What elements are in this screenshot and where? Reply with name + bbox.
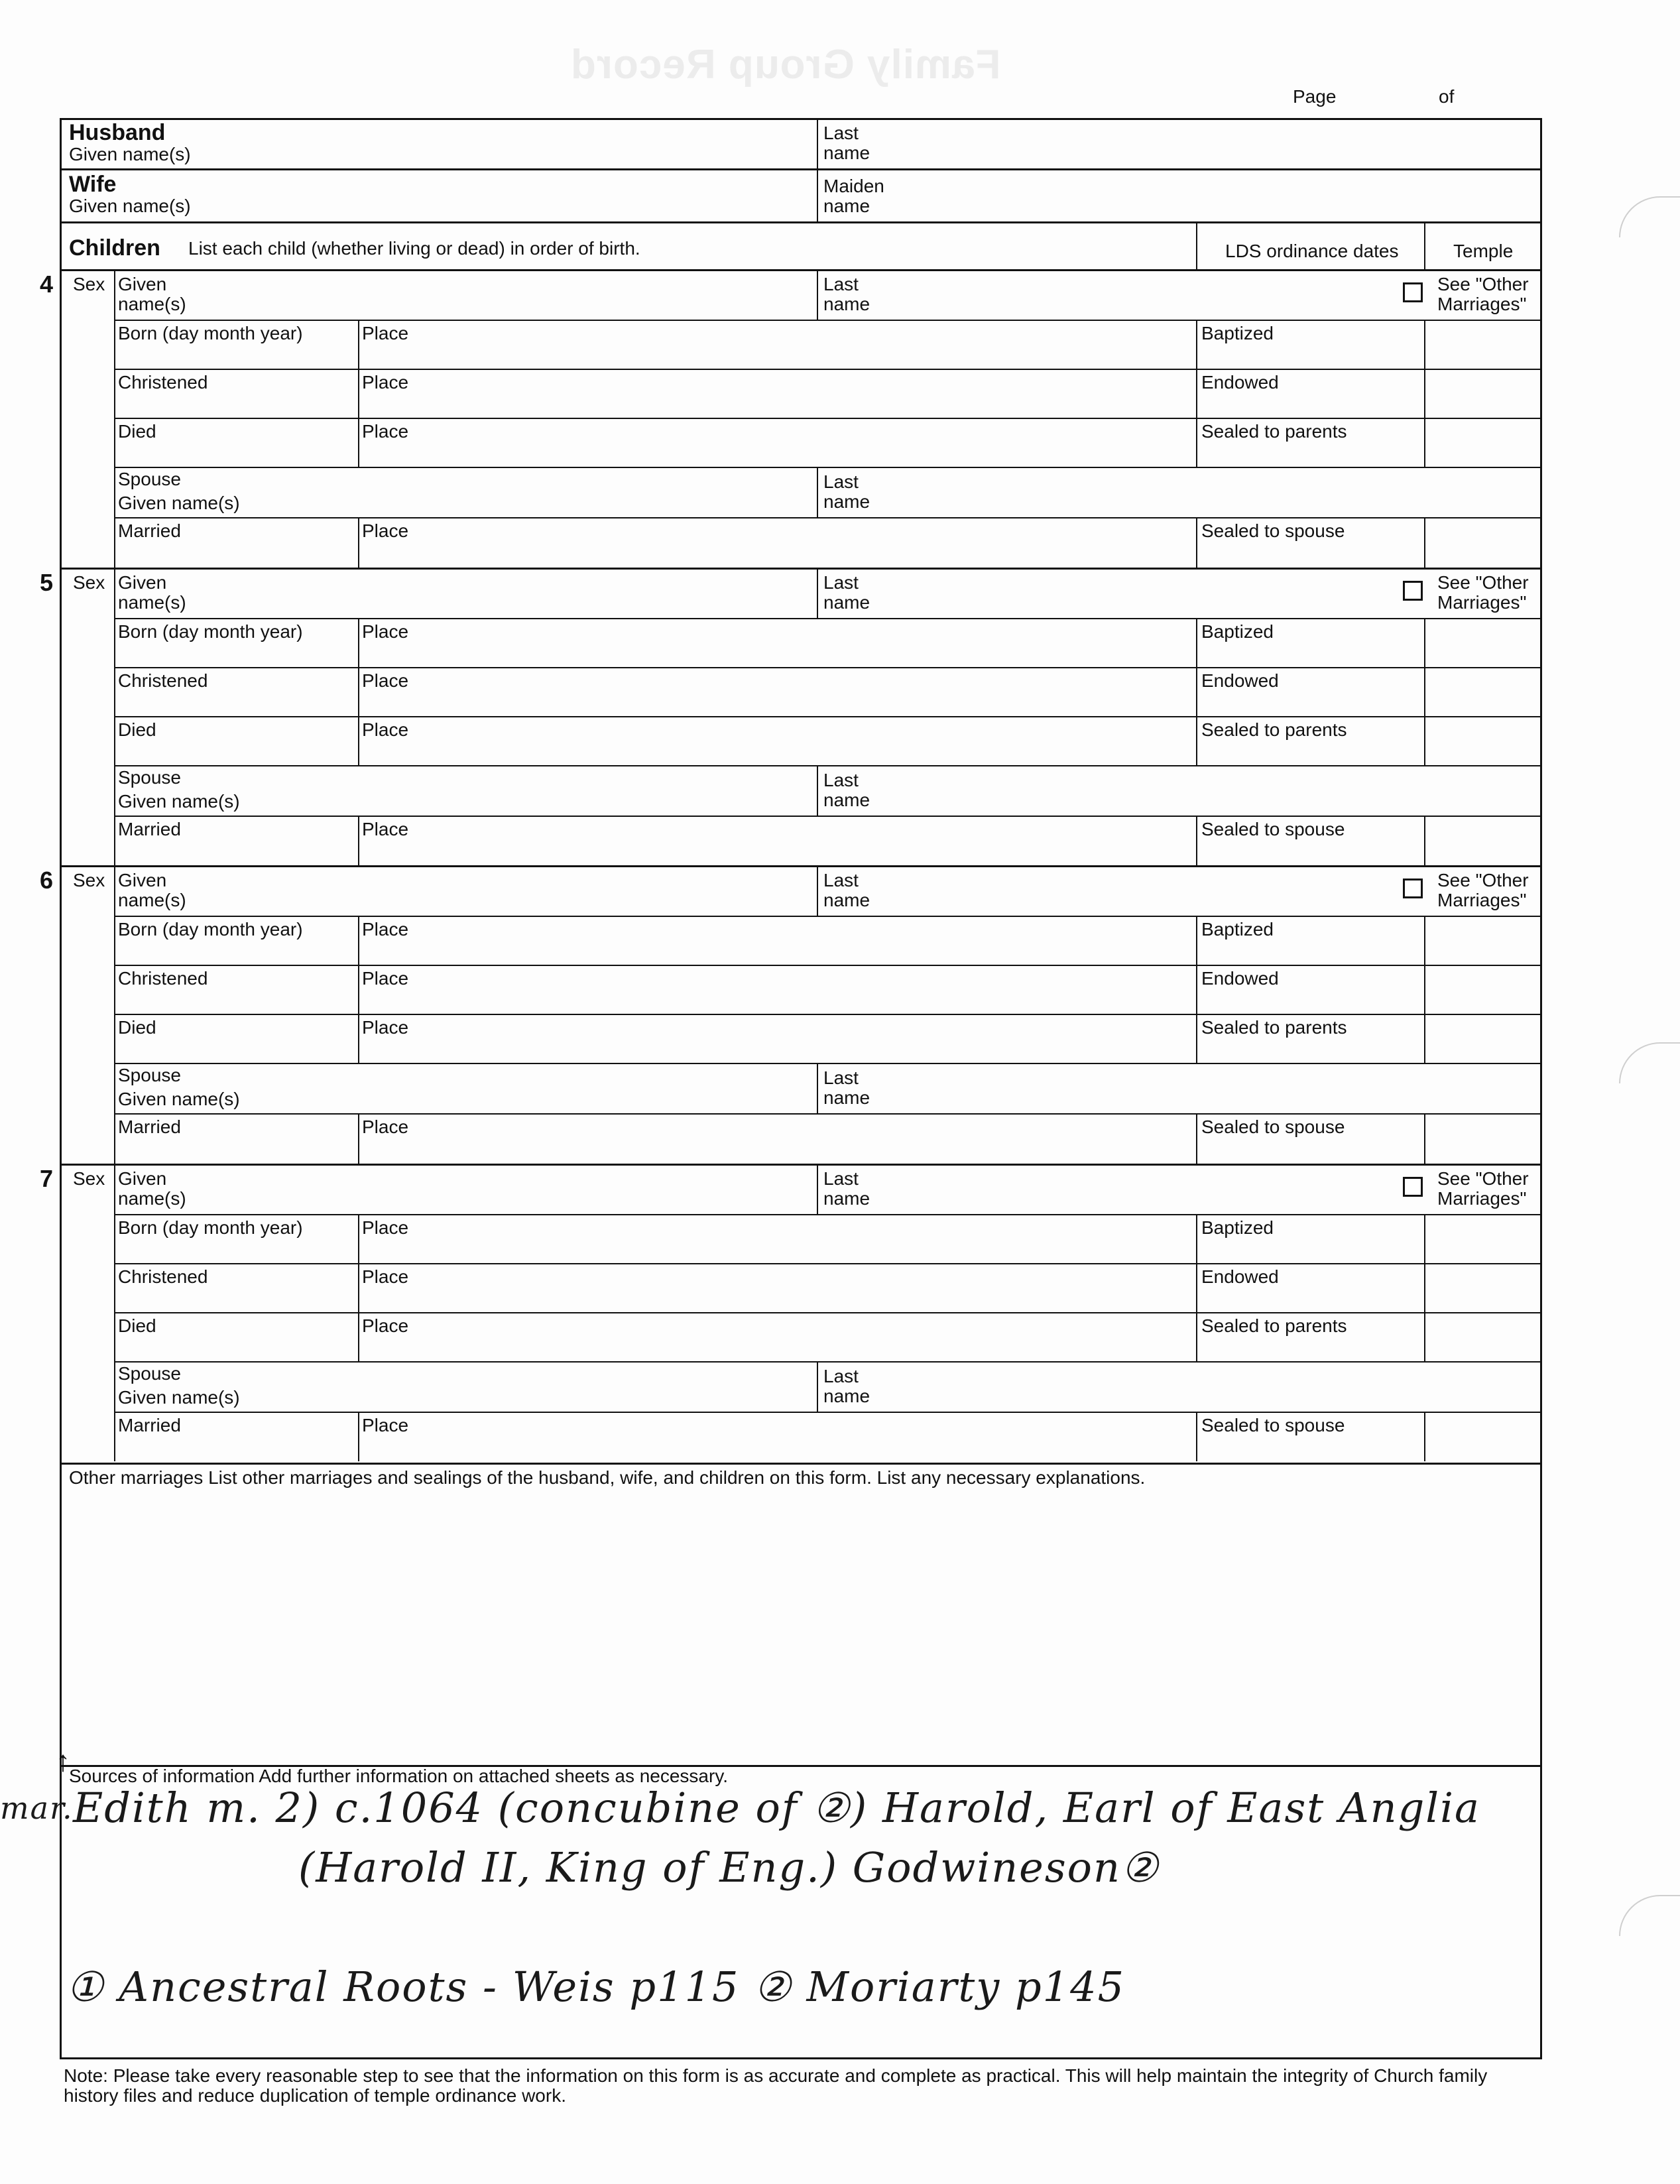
lds-ordinance-label: LDS ordinance dates <box>1225 241 1399 261</box>
punch-hole-mark <box>1619 1895 1680 1936</box>
column-divider <box>1196 1113 1197 1164</box>
given-name-label: Given name(s) <box>118 274 186 314</box>
baptized-label: Baptized <box>1201 1217 1274 1238</box>
married-label: Married <box>118 818 181 839</box>
other-marriages-section <box>69 1468 1145 1488</box>
column-divider <box>358 618 359 765</box>
column-divider <box>1196 1412 1197 1462</box>
row-divider <box>114 916 1542 917</box>
born-label: Born (day month year) <box>118 919 303 940</box>
child-number: 5 <box>40 568 54 596</box>
husband-last-field[interactable] <box>822 123 1538 167</box>
other-marriages-checkbox[interactable] <box>1403 581 1423 601</box>
column-divider <box>358 517 359 568</box>
child-number: 4 <box>40 271 54 298</box>
column-divider <box>1424 816 1425 866</box>
christened-place-label: Place <box>362 372 409 393</box>
sources-instruction: Add further information on attached sheets as necessary. <box>259 1766 729 1786</box>
sex-label: Sex <box>73 572 105 593</box>
died-label: Died <box>118 1315 156 1336</box>
column-divider <box>1424 1113 1425 1164</box>
endowed-label: Endowed <box>1201 1266 1279 1287</box>
column-divider <box>358 1113 359 1164</box>
see-other-marriages-label: See "Other Marriages" <box>1437 870 1529 910</box>
row-divider <box>114 1361 1542 1363</box>
column-divider <box>1196 916 1197 1063</box>
sealed-spouse-label: Sealed to spouse <box>1201 1117 1345 1137</box>
wife-title: Wife <box>69 172 117 197</box>
page-label: Page <box>1293 86 1337 107</box>
sex-label: Sex <box>73 274 105 294</box>
row-divider <box>114 1063 1542 1064</box>
spouse-last-label: Last name <box>823 1365 870 1406</box>
sealed-parents-label: Sealed to parents <box>1201 719 1347 740</box>
other-marriages-checkbox[interactable] <box>1403 282 1423 302</box>
sex-column-divider <box>114 867 115 1164</box>
given-name-label: Given name(s) <box>118 870 186 910</box>
punch-hole-mark <box>1619 196 1680 237</box>
column-divider <box>817 867 818 916</box>
column-divider <box>817 765 818 816</box>
arrow-mark: ↑ <box>56 1745 70 1778</box>
christened-label: Christened <box>118 968 208 989</box>
spouse-label: Spouse <box>118 1363 181 1384</box>
spouse-label: Spouse <box>118 1065 181 1085</box>
born-label: Born (day month year) <box>118 621 303 642</box>
row-divider <box>114 716 1542 717</box>
spouse-label: Spouse <box>118 766 181 788</box>
row-divider <box>114 667 1542 668</box>
see-other-marriages-label: See "Other Marriages" <box>1437 1168 1529 1209</box>
given-name-label: Given name(s) <box>118 1168 186 1209</box>
row-divider <box>114 1312 1542 1313</box>
child-number: 7 <box>40 1164 54 1192</box>
baptized-label: Baptized <box>1201 919 1274 940</box>
see-other-marriages-label: See "Other Marriages" <box>1437 274 1529 314</box>
other-marriages-field[interactable] <box>64 1492 1538 1757</box>
column-divider <box>1196 517 1197 568</box>
given-name-label: Given name(s) <box>118 572 186 613</box>
other-marriages-checkbox[interactable] <box>1403 1177 1423 1197</box>
last-name-label: Last name <box>823 274 870 314</box>
spouse-last-label: Last name <box>823 471 870 512</box>
spouse-given-label: Given name(s) <box>118 1386 240 1408</box>
baptized-label: Baptized <box>1201 323 1274 343</box>
died-label: Died <box>118 719 156 740</box>
column-divider <box>358 1214 359 1361</box>
sealed-spouse-label: Sealed to spouse <box>1201 1414 1345 1435</box>
sex-column-divider <box>114 1165 115 1462</box>
column-divider <box>1424 618 1425 765</box>
christened-place-label: Place <box>362 670 409 691</box>
see-other-marriages-label: See "Other Marriages" <box>1437 572 1529 613</box>
sources-title: Sources of information <box>69 1766 255 1786</box>
note-title: Note: <box>64 2065 108 2086</box>
spouse-label: Spouse <box>118 469 181 489</box>
endowed-label: Endowed <box>1201 372 1279 393</box>
born-place-label: Place <box>362 1217 409 1238</box>
row-divider <box>114 1263 1542 1264</box>
note-section <box>64 2066 1535 2106</box>
child-record <box>0 569 1680 867</box>
sealed-spouse-label: Sealed to spouse <box>1201 520 1345 541</box>
husband-title: Husband <box>69 120 166 145</box>
column-divider <box>1424 1412 1425 1462</box>
other-marriages-divider <box>60 1463 1542 1465</box>
husband-given-label: Given name(s) <box>69 144 191 164</box>
husband-last-label: Last name <box>823 123 870 163</box>
row-divider <box>114 765 1542 766</box>
column-divider <box>1424 517 1425 568</box>
sealed-parents-label: Sealed to parents <box>1201 1315 1347 1336</box>
column-divider <box>358 320 359 467</box>
born-place-label: Place <box>362 919 409 940</box>
row-divider <box>114 418 1542 419</box>
row-divider <box>114 369 1542 370</box>
handwritten-line-3: ① Ancestral Roots - Weis p115 ② Moriarty p145 <box>66 1963 1126 2011</box>
row-divider <box>114 320 1542 321</box>
column-divider <box>817 467 818 517</box>
spouse-last-label: Last name <box>823 769 870 810</box>
died-place-label: Place <box>362 719 409 740</box>
born-place-label: Place <box>362 323 409 343</box>
wife-maiden-label: Maiden name <box>823 176 884 216</box>
died-label: Died <box>118 1017 156 1038</box>
sealed-spouse-label: Sealed to spouse <box>1201 818 1345 839</box>
married-place-label: Place <box>362 520 409 541</box>
column-divider <box>817 1165 818 1214</box>
married-place-label: Place <box>362 1117 409 1137</box>
christened-label: Christened <box>118 1266 208 1287</box>
column-divider <box>817 569 818 618</box>
other-marriages-instruction: List other marriages and sealings of the husband, wife, and children on this form. List any necessary explanations. <box>208 1467 1146 1488</box>
sealed-parents-label: Sealed to parents <box>1201 421 1347 442</box>
spouse-last-label: Last name <box>823 1067 870 1108</box>
other-marriages-title: Other marriages <box>69 1467 204 1488</box>
spouse-given-label: Given name(s) <box>118 493 240 513</box>
spouse-given-label: Given name(s) <box>118 790 240 812</box>
column-divider <box>817 1063 818 1113</box>
column-divider <box>1196 320 1197 467</box>
row-divider <box>114 1014 1542 1015</box>
sex-label: Sex <box>73 1168 105 1189</box>
married-place-label: Place <box>362 818 409 839</box>
wife-given-label: Given name(s) <box>69 196 191 216</box>
column-divider <box>358 1412 359 1462</box>
column-divider <box>1424 1214 1425 1361</box>
row-divider <box>114 1214 1542 1215</box>
column-divider <box>1196 618 1197 765</box>
column-divider <box>1196 816 1197 866</box>
row-divider <box>114 1412 1542 1413</box>
born-label: Born (day month year) <box>118 323 303 343</box>
child-number: 6 <box>40 867 54 894</box>
sex-column-divider <box>114 271 115 568</box>
married-label: Married <box>118 1414 181 1435</box>
sealed-parents-label: Sealed to parents <box>1201 1017 1347 1038</box>
column-divider <box>817 271 818 320</box>
died-place-label: Place <box>362 1315 409 1336</box>
of-label: of <box>1439 86 1455 107</box>
born-label: Born (day month year) <box>118 1217 303 1238</box>
endowed-label: Endowed <box>1201 968 1279 989</box>
temple-label: Temple <box>1453 241 1514 261</box>
column-divider <box>358 816 359 866</box>
last-name-label: Last name <box>823 1168 870 1209</box>
child-record <box>0 867 1680 1165</box>
christened-label: Christened <box>118 670 208 691</box>
last-name-label: Last name <box>823 572 870 613</box>
christened-place-label: Place <box>362 968 409 989</box>
endowed-label: Endowed <box>1201 670 1279 691</box>
sex-column-divider <box>114 569 115 866</box>
married-label: Married <box>118 520 181 541</box>
row-divider <box>114 816 1542 817</box>
born-place-label: Place <box>362 621 409 642</box>
married-place-label: Place <box>362 1414 409 1435</box>
other-marriages-checkbox[interactable] <box>1403 879 1423 898</box>
row-divider <box>114 517 1542 518</box>
sex-label: Sex <box>73 870 105 890</box>
handwritten-line-2: (Harold II, King of Eng.) Godwineson② <box>298 1843 1160 1892</box>
bleed-through-title: Family Group Record <box>570 42 1001 88</box>
baptized-label: Baptized <box>1201 621 1274 642</box>
row-divider <box>114 467 1542 468</box>
column-divider <box>1196 1214 1197 1361</box>
handwritten-margin-note: mar. <box>0 1790 74 1826</box>
handwritten-line-1: Edith m. 2) c.1064 (concubine of ②) Harold, Earl of East Anglia <box>73 1784 1480 1832</box>
child-record <box>0 1165 1680 1463</box>
children-title: Children <box>69 235 160 261</box>
column-divider <box>817 1361 818 1412</box>
christened-place-label: Place <box>362 1266 409 1287</box>
column-divider <box>1424 320 1425 467</box>
died-place-label: Place <box>362 1017 409 1038</box>
christened-label: Christened <box>118 372 208 393</box>
row-divider <box>114 965 1542 966</box>
died-place-label: Place <box>362 421 409 442</box>
spouse-given-label: Given name(s) <box>118 1089 240 1109</box>
column-divider <box>358 916 359 1063</box>
row-divider <box>114 618 1542 619</box>
children-instruction: List each child (whether living or dead) in order of birth. <box>188 238 640 259</box>
note-text: Please take every reasonable step to see that the information on this form is as accurate and complete as practical. This will help maintain the integrity of Church family history files and reduce duplication of temple ordinance work. <box>64 2065 1488 2106</box>
last-name-label: Last name <box>823 870 870 910</box>
row-divider <box>114 1113 1542 1115</box>
child-record <box>0 271 1680 569</box>
column-divider <box>1424 916 1425 1063</box>
married-label: Married <box>118 1117 181 1137</box>
died-label: Died <box>118 421 156 442</box>
